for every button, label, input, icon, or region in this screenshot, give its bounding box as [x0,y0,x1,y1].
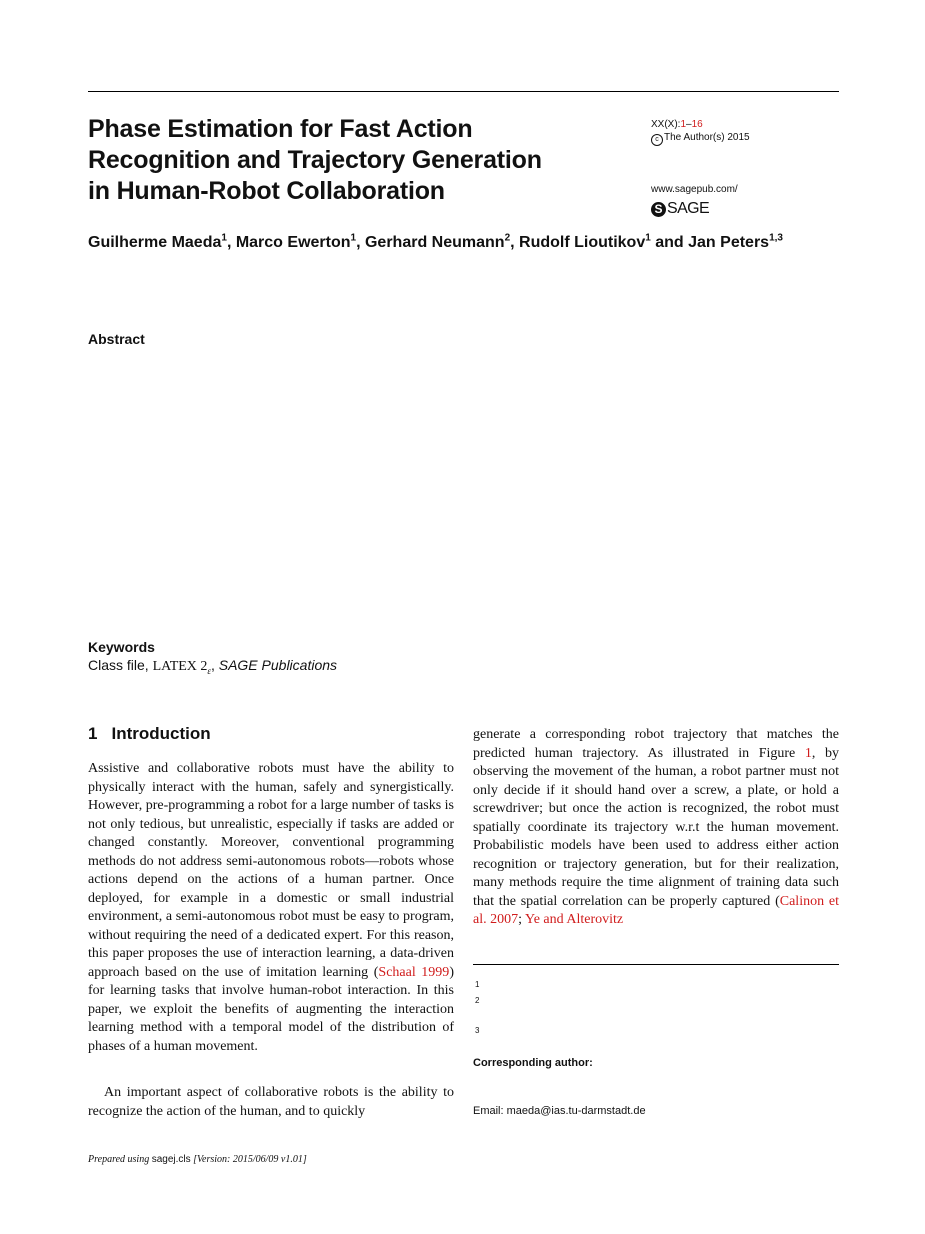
keywords-heading: Keywords [88,639,155,655]
author-separator: , [510,234,520,251]
author-name: Gerhard Neumann [364,234,505,251]
keywords-list [88,657,337,676]
title-line-1: Phase Estimation for Fast Action [88,115,473,143]
journal-info [651,118,750,146]
sage-logo-text: SAGE [667,200,710,217]
prepared-class-file: sagej.cls [151,1154,191,1165]
author-name: Rudolf Lioutikov [519,234,646,251]
title-line-3: in Human-Robot Collaboration [88,177,445,205]
intro-paragraph-1 [88,760,454,1056]
keyword-sage: SAGE Publications [218,657,338,673]
intro-p3-text-a: generate a corresponding robot trajectory that matches the predicted human trajectory. As illustrated in Figure [473,727,839,761]
sage-logo-icon: S [651,202,666,217]
latex-logo [153,659,211,674]
author-separator: , [356,234,365,251]
journal-reference [651,118,750,131]
copyright-icon: c [651,134,663,146]
author-affiliation: 1,3 [769,232,783,244]
affiliation-marker-2: 2 [475,996,480,1005]
author-affiliation: 2 [504,232,511,244]
keyword-separator: , [210,657,219,673]
intro-paragraph-2-continued [473,726,839,930]
author-separator: , [226,234,236,251]
paper-title [88,114,608,207]
author-affiliation: 1 [645,232,651,244]
copyright-text: The Author(s) 2015 [664,132,750,143]
prepared-prefix: Prepared using [88,1154,152,1165]
intro-p1-text-b: ) for learning tasks that involve human-robot interaction. In this paper, we exploit the benefits of augmenting the interaction learning method with a temporal model of the distribution of phases of a human movement. [88,964,454,1054]
footnote-rule [473,964,839,965]
section-number: 1 [88,724,98,743]
intro-p1-text-a: Assistive and collaborative robots must have the ability to physically interact with the human, safely and synergistically. However, pre-programming a robot for a large number of tasks is not only tedious, but unrealistic, especially if tasks are added or changed constantly. Moreover, conventional programming methods do not address semi-autonomous robots—robots whose actions depend on the actions of a human partner. Once deployed, for example in a domestic or small industrial environment, a semi-autonomous robot must be easy to program, without requiring the need of a dedicated expert. For this reason, this paper proposes the use of interaction learning, a data-driven approach based on the use of imitation learning ( [88,761,454,980]
citation-schaal-link[interactable]: Schaal 1999 [378,964,450,980]
section-heading-introduction [88,724,211,744]
sage-url[interactable]: www.sagepub.com/ [651,184,738,195]
title-line-2: Recognition and Trajectory Generation [88,146,542,174]
author-separator: and [650,234,689,251]
figure-1-link[interactable]: 1 [804,745,812,761]
page-range-separator: – [686,119,692,130]
citation-separator: ; [518,912,525,927]
author-name: Jan Peters [688,234,770,251]
intro-paragraph-2: An important aspect of collaborative robots is the ability to recognize the action of the human, and to quickly [88,1085,454,1119]
top-rule [88,91,839,92]
prepared-version: [Version: 2015/06/09 v1.01] [190,1154,307,1165]
page-range-end-link[interactable]: 16 [691,119,703,130]
author-name: Guilherme Maeda [88,234,222,251]
page-range-start-link[interactable]: 1 [680,119,687,130]
citation-calinon-link[interactable]: Calinon et al. 2007 [473,893,840,927]
intro-p3-text-b: , by observing the movement of the human, a robot partner must not only decide if it should hand over a screw, a plate, or hold a screwdriver; but once the action is recognized, the robot must spatially coordinate its trajectory w.r.t the human movement. Probabilistic models have been used to address either action recognition or trajectory generation, but for their realization, many methods require the time alignment of training data such that the spatial correlation can be properly captured ( [473,745,839,909]
author-affiliation: 1 [221,232,227,244]
latex-logo-sub: ε [207,665,211,676]
corresponding-email[interactable]: Email: maeda@ias.tu-darmstadt.de [473,1105,646,1117]
corresponding-author-heading: Corresponding author: [473,1057,593,1069]
author-affiliation: 1 [350,232,357,244]
prepared-using-footer [88,1154,307,1165]
affiliation-marker-3: 3 [475,1026,480,1035]
affiliation-marker-1: 1 [475,980,480,989]
copyright-line [651,131,750,146]
abstract-heading: Abstract [88,331,145,347]
keyword-class-file: Class file, [88,657,153,673]
sage-logo [651,200,709,218]
citation-ye-alterovitz-link[interactable]: Ye and Alterovitz [524,912,624,927]
author-name: Marco Ewerton [235,234,351,251]
section-title: Introduction [111,724,211,743]
author-list [88,232,828,254]
journal-ref-prefix: XX(X): [651,119,681,130]
latex-logo-main: LATEX 2 [152,659,208,674]
